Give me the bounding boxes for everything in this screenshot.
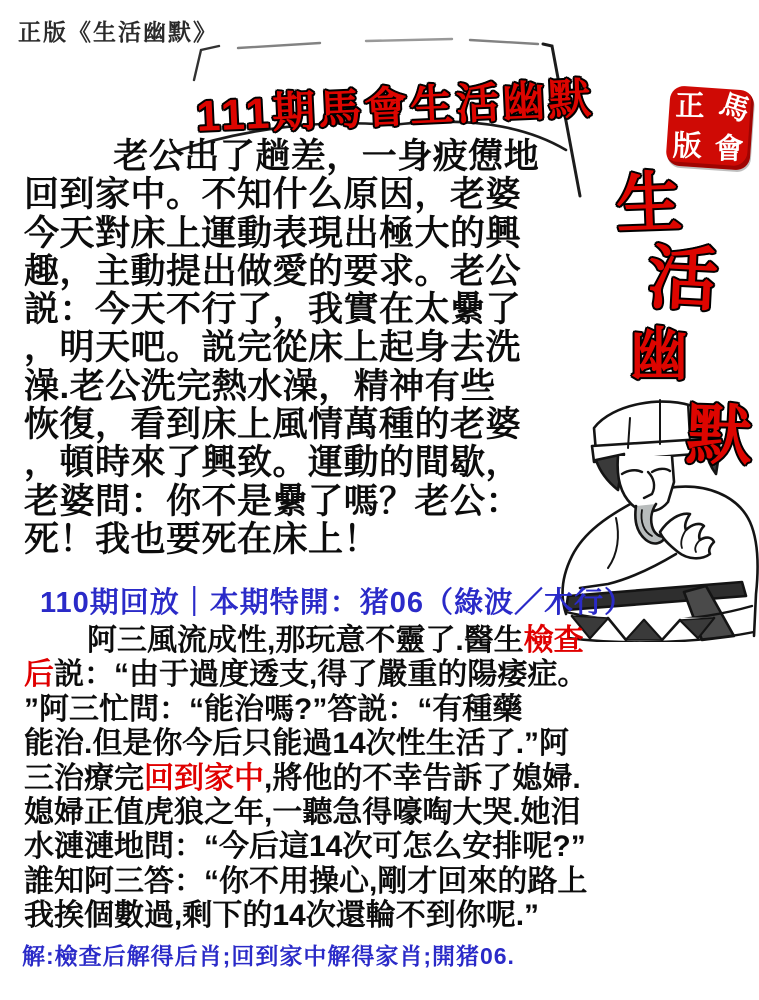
seal-char: 版 [672,129,703,163]
story-text: 澡.老公洗完熱水澡，精神有些 [24,366,496,406]
masthead-char-you: 幽 [630,322,689,387]
text-line [24,138,606,176]
masthead-char-sheng: 生 [614,164,684,242]
story-text: 媳婦正值虎狼之年,一聽急得嚎啕大哭.她泪 [24,796,581,830]
text-line [24,762,736,796]
text-line [24,329,606,367]
text-line [24,899,736,933]
story-text: 老公出了趟差，一身疲憊地 [113,137,540,176]
story-text: 老婆問：你不是纍了嗎？老公： [24,481,522,521]
text-line [24,368,606,406]
story-text: 死！我也要死在床上！ [24,519,380,559]
story-text: ”阿三忙問：“能治嗎?”答説：“有種藥 [24,692,523,726]
highlighted-clue-text: 回到家中 [144,761,264,795]
text-line [24,215,606,253]
text-line [24,624,736,658]
story-text: ，頓時來了興致。運動的間歇， [24,443,522,483]
story-text: 阿三風流成性,那玩意不靈了.醫生 [87,624,524,657]
text-line [24,291,606,329]
seal-char: 正 [675,89,706,123]
story-text: 説：今天不行了，我實在太纍了 [24,290,522,330]
seal-char: 馬 [716,88,754,128]
masthead-char-huo: 活 [646,238,720,320]
story-text: 恢復，看到床上風情萬種的老婆 [24,405,522,445]
text-line [24,444,606,482]
riddle-solution: 解:檢查后解得后肖;回到家中解得家肖;開猪06. [22,943,515,969]
highlighted-clue-text: 檢查 [523,624,584,657]
masthead-char-mo: 默 [684,396,754,474]
story-text: 三治療完 [24,761,144,795]
text-line [24,483,606,521]
text-line [24,658,736,692]
text-line [24,253,606,291]
joke-story-2 [24,624,736,934]
story-text: 水漣漣地問：“今后這14次可怎么安排呢?” [24,830,586,864]
edition-label: 正版《生活幽默》 [18,19,218,45]
story-text: ，明天吧。説完從床上起身去洗 [24,328,522,368]
story-text: ,將他的不幸告訴了媳婦. [264,761,581,795]
story-text: 説：“由于過度透支,得了嚴重的陽痿症。 [54,658,588,692]
text-line [24,865,736,899]
seal-char: 會 [714,132,745,166]
page-title: 111期馬會生活幽默 [195,74,596,141]
story-text: 我挨個數過,剩下的14次還輪不到你呢.” [24,899,540,933]
text-line [24,830,736,864]
highlighted-clue-text: 后 [24,658,54,692]
text-line [24,796,736,830]
story-text: 趣，主動提出做愛的要求。老公 [24,251,522,291]
previous-draw-result: 110期回放｜本期特開：猪06（綠波／木行） [40,587,635,619]
text-line [24,406,606,444]
joke-story-1 [24,138,606,559]
text-line [24,693,736,727]
text-line [24,176,606,214]
text-line [24,521,606,559]
story-text: 今天對床上運動表現出極大的興 [24,213,522,253]
story-text: 回到家中。不知什么原因，老婆 [24,175,522,215]
story-text: 誰知阿三答：“你不用操心,剛才回來的路上 [24,864,588,898]
authenticity-seal [665,85,754,171]
text-line [24,727,736,761]
story-text: 能治.但是你今后只能過14次性生活了.”阿 [24,727,570,761]
